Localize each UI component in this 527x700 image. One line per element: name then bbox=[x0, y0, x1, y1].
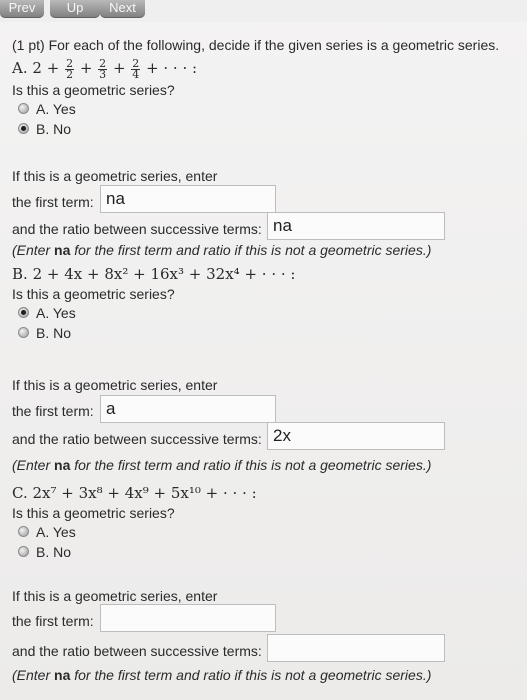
ratio-label-b: and the ratio between successive terms: bbox=[12, 431, 262, 447]
series-a: A. 2 + $\frac{2}{2}$ + $\frac{2}{3}$ + $\frac{2}{4}$ + · · · : bbox=[12, 56, 198, 81]
series-a-leading: 2 + bbox=[32, 59, 60, 77]
note-a-bold: na bbox=[54, 242, 71, 258]
ratio-label-a: and the ratio between successive terms: bbox=[12, 221, 262, 237]
prompt-a: Is this a geometric series? bbox=[12, 81, 175, 98]
radio-b-yes-selected[interactable] bbox=[18, 307, 29, 318]
series-c-expression: 2x⁷ + 3x⁸ + 4x⁹ + 5x¹⁰ + · · · : bbox=[32, 484, 257, 502]
fraction-a-2-den: 3 bbox=[99, 67, 107, 81]
letter-c: C. bbox=[12, 484, 28, 502]
question-c bbox=[12, 482, 512, 662]
first-term-input-c[interactable] bbox=[100, 604, 276, 632]
fraction-a-3 bbox=[131, 56, 140, 81]
first-term-input-b[interactable]: a bbox=[100, 395, 276, 423]
first-term-label-a: the first term: bbox=[12, 194, 94, 210]
note-c bbox=[12, 666, 512, 684]
ratio-input-c[interactable] bbox=[267, 634, 445, 662]
series-b bbox=[12, 263, 512, 285]
question-b bbox=[12, 263, 512, 445]
note-a-before: (Enter bbox=[12, 242, 55, 258]
fraction-a-1-den: 2 bbox=[66, 67, 74, 81]
problem-intro: (1 pt) For each of the following, decide if the given series is a geometric series. bbox=[12, 37, 500, 53]
series-c bbox=[12, 482, 512, 504]
fraction-a-2-num: 2 bbox=[99, 56, 107, 70]
note-b-bold: na bbox=[54, 457, 71, 473]
option-c-no[interactable] bbox=[12, 542, 512, 562]
note-a bbox=[12, 241, 512, 259]
navigation-bar bbox=[0, 0, 527, 22]
first-term-label-c: the first term: bbox=[12, 613, 94, 629]
series-b-expression: 2 + 4x + 8x² + 16x³ + 32x⁴ + · · · : bbox=[32, 265, 296, 283]
fraction-a-3-den: 4 bbox=[132, 67, 140, 81]
series-a-tail: + · · · : bbox=[146, 59, 198, 77]
note-a-after: for the first term and ratio if this is not a geometric series.) bbox=[70, 242, 432, 258]
ratio-input-a[interactable]: na bbox=[267, 212, 445, 240]
note-b-before: (Enter bbox=[12, 457, 55, 473]
option-a-no-label[interactable]: B. No bbox=[36, 120, 72, 137]
prompt-c: Is this a geometric series? bbox=[12, 505, 175, 521]
note-b-after: for the first term and ratio if this is not a geometric series.) bbox=[70, 457, 432, 473]
radio-c-yes[interactable] bbox=[18, 526, 29, 537]
option-a-no[interactable] bbox=[12, 119, 512, 139]
option-c-yes-label[interactable]: A. Yes bbox=[36, 524, 76, 540]
ratio-input-b[interactable]: 2x bbox=[267, 422, 445, 450]
option-b-no-label[interactable]: B. No bbox=[36, 325, 72, 341]
option-a-yes-label[interactable]: A. Yes bbox=[36, 100, 76, 117]
prompt-b: Is this a geometric series? bbox=[12, 286, 175, 302]
option-b-yes-label[interactable]: A. Yes bbox=[36, 305, 76, 321]
ratio-label-c: and the ratio between successive terms: bbox=[12, 643, 262, 659]
fraction-a-1-num: 2 bbox=[66, 56, 74, 70]
fraction-a-2 bbox=[98, 56, 107, 81]
option-a-yes[interactable] bbox=[12, 99, 512, 119]
prev-button[interactable]: Prev bbox=[0, 0, 44, 18]
letter-b: B. bbox=[12, 265, 28, 283]
fraction-a-1 bbox=[65, 56, 74, 81]
option-c-yes[interactable] bbox=[12, 522, 512, 542]
first-term-label-b: the first term: bbox=[12, 403, 94, 419]
note-c-after: for the first term and ratio if this is not a geometric series.) bbox=[70, 667, 432, 683]
question-a bbox=[12, 56, 512, 237]
radio-b-no[interactable] bbox=[18, 327, 29, 338]
first-prompt-a: If this is a geometric series, enter bbox=[12, 168, 218, 184]
first-prompt-b: If this is a geometric series, enter bbox=[12, 377, 218, 393]
first-term-input-a[interactable]: na bbox=[100, 185, 276, 213]
radio-a-no-selected[interactable] bbox=[18, 123, 29, 134]
note-c-bold: na bbox=[54, 667, 71, 683]
option-b-no[interactable] bbox=[12, 323, 512, 343]
first-prompt-c: If this is a geometric series, enter bbox=[12, 588, 218, 604]
option-c-no-label[interactable]: B. No bbox=[36, 544, 72, 560]
next-button[interactable]: Next bbox=[100, 0, 145, 18]
note-b bbox=[12, 456, 512, 474]
note-c-before: (Enter bbox=[12, 667, 55, 683]
radio-c-no[interactable] bbox=[18, 546, 29, 557]
option-b-yes[interactable] bbox=[12, 303, 512, 323]
up-button[interactable]: Up bbox=[50, 0, 100, 18]
fraction-a-3-num: 2 bbox=[132, 56, 140, 70]
radio-a-yes[interactable] bbox=[18, 103, 29, 114]
letter-a: A. bbox=[12, 59, 28, 77]
